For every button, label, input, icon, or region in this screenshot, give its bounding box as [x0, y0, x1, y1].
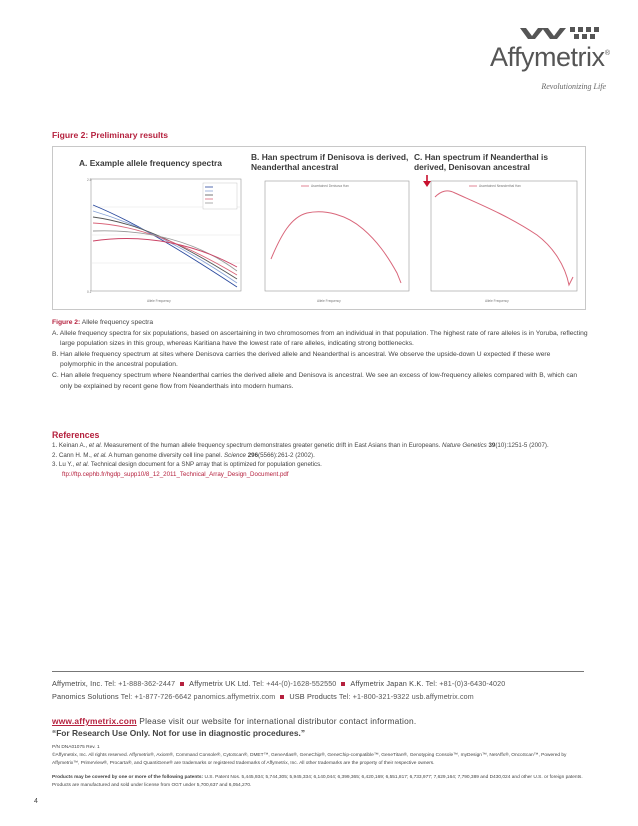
contact-phone: Tel: +1-888-362-2447: [102, 680, 176, 688]
reference-1: [52, 441, 588, 451]
ref1-title: Measurement of the human allele frequency spectrum demonstrates greater genetic drift in East Asians than in Europeans.: [102, 442, 443, 449]
figure-heading: Figure 2: Preliminary results: [52, 130, 169, 140]
contact-phone: Tel: +1-877-726-6642 panomics.affymetrix.com: [118, 693, 276, 701]
footer-divider: [52, 671, 584, 672]
caption-title: [52, 318, 588, 329]
research-use-only-notice: “For Research Use Only. Not for use in diagnostic procedures.”: [52, 728, 306, 738]
ref1-pages: (10):1251-5 (2007).: [495, 442, 549, 449]
reference-3-link[interactable]: ftp://ftp.cephb.fr/hgdp_supp10/8_12_2011_Technical_Array_Design_Document.pdf: [62, 471, 289, 479]
ref1-volume: 39: [486, 442, 496, 449]
svg-text:0.1: 0.1: [87, 290, 92, 294]
caption-item-c: C. Han allele frequency spectrum where Neanderthal carries the derived allele and Denisova is ancestral. We see an excess of low-frequency alleles compared with B, which can only be explained by recent gene flow from Neanderthals into modern humans.: [52, 371, 578, 390]
ref1-journal: Nature Genetics: [442, 442, 487, 449]
references-heading: References: [52, 430, 100, 440]
contact-phone: Tel: +81-(0)3-6430-4020: [423, 680, 506, 688]
bullet-square-icon: [341, 682, 345, 686]
caption-title-text: Allele frequency spectra: [80, 319, 154, 326]
contact-company: Affymetrix UK Ltd.: [189, 679, 251, 688]
caption-label: Figure 2:: [52, 319, 81, 326]
contact-company: Panomics Solutions: [52, 692, 119, 701]
panel-a-title: A. Example allele frequency spectra: [79, 158, 222, 168]
reference-3: [52, 460, 588, 470]
ref3-etal: et al.: [75, 461, 90, 469]
part-number: P/N DNA01075 Rev. 1: [52, 745, 100, 750]
ref3-authors: 3. Lu Y.,: [52, 461, 76, 469]
panel-b-plot: [251, 175, 415, 307]
ref2-volume: 296: [246, 451, 259, 459]
brand-tagline: Revolutionizing Life: [541, 82, 606, 91]
website-link[interactable]: www.affymetrix.com: [52, 716, 137, 726]
panel-a-plot: [77, 175, 249, 307]
svg-text:Allele Frequency: Allele Frequency: [485, 299, 509, 303]
contact-line-2: [52, 692, 612, 701]
panel-c-title: C. Han spectrum if Neanderthal is derived, Denisovan ancestral: [414, 152, 549, 172]
ref2-title: A human genome diversity cell line panel.: [107, 451, 224, 459]
ref2-etal: et al.: [93, 451, 108, 459]
ref1-etal: et al.: [88, 442, 103, 449]
ref2-authors: 2. Cann H. M.,: [52, 451, 94, 459]
svg-text:Allele Frequency: Allele Frequency: [317, 299, 341, 303]
brand-name: Affymetrix: [490, 42, 605, 72]
contact-company: Affymetrix Japan K.K.: [350, 679, 424, 688]
panel-c-plot: [417, 175, 583, 307]
website-line: [52, 716, 416, 726]
caption-item-a: A. Allele frequency spectra for six populations, based on ascertaining in two chromosomes from an individual in that population. The highest rate of rare alleles is in Yoruba, reflecting large population sizes in this group, whereas Karitiana have the lowest rate of rare alleles, indicating strong bottlenecks.: [52, 329, 588, 348]
reference-2: [52, 451, 588, 461]
bullet-square-icon: [180, 682, 184, 686]
contact-phone: Tel: +1-800-321-9322 usb.affymetrix.com: [336, 693, 474, 701]
patent-notice-lead: Products may be covered by one or more of the following patents:: [52, 775, 204, 780]
patent-notice: [52, 774, 592, 790]
affymetrix-logo: [484, 24, 614, 99]
contact-company: USB Products: [289, 692, 337, 701]
svg-text:Ascertained Denisova Han: Ascertained Denisova Han: [311, 184, 349, 188]
contact-line-1: [52, 679, 612, 688]
panel-b-title: B. Han spectrum if Denisova is derived, Neanderthal ancestral: [251, 152, 409, 172]
svg-text:Ascertained Neanderthal Han: Ascertained Neanderthal Han: [479, 184, 521, 188]
registered-mark: ®: [604, 50, 610, 57]
page-number: 4: [34, 798, 38, 805]
svg-text:Allele Frequency: Allele Frequency: [147, 299, 171, 303]
contact-phone: Tel: +44-(0)-1628-552550: [250, 680, 337, 688]
svg-text:2.5: 2.5: [87, 178, 92, 182]
ref2-pages: (5566):261-2 (2002).: [258, 451, 315, 459]
website-visit-text: Please visit our website for international distributor contact information.: [136, 716, 417, 726]
contact-company: Affymetrix, Inc.: [52, 679, 103, 688]
ref1-authors: 1. Keinan A.,: [52, 442, 89, 449]
bullet-square-icon: [280, 695, 284, 699]
figure-panel-box: [52, 146, 586, 310]
caption-item-b: B. Han allele frequency spectrum at sites where Denisova carries the derived allele and Neanderthal is ancestral. We observe the upside-down U expected if these were polymorphic in the ancestral population.: [52, 350, 551, 369]
patent-notice-list: U.S. Patent Nos. 5,445,934; 5,744,305; 5,945,334; 6,140,044; 6,399,365; 6,420,169; 6,551,817; 6,733,977; 7,629,164; 7,790,389 and D430,024 and other U.S. or foreign patents. Products are manufactured and sold under license from OGT under 5,700,637 and 6,054,270.: [52, 775, 583, 789]
ref2-journal: Science: [223, 451, 246, 459]
references-list: [52, 441, 588, 480]
trademark-notice: ©Affymetrix, Inc. All rights reserved. Affymetrix®, Axiom®, Command Console®, CytoScan®, DMET™, GeneAtlas®, GeneChip®, GeneChip-compatible™, GeneTitan®, Genotyping Console™, myDesign™, NetAffx®, OncoScan™, Powered by Affymetrix™, PrimeView®, Procarta®, and QuantiGene® are trademarks or registered trademarks of Affymetrix, Inc. All other trademarks are the property of their respective owners.: [52, 753, 567, 767]
figure-caption: [52, 318, 588, 392]
ref3-title: Technical design document for a SNP array that is optimized for population genetics.: [89, 461, 322, 469]
